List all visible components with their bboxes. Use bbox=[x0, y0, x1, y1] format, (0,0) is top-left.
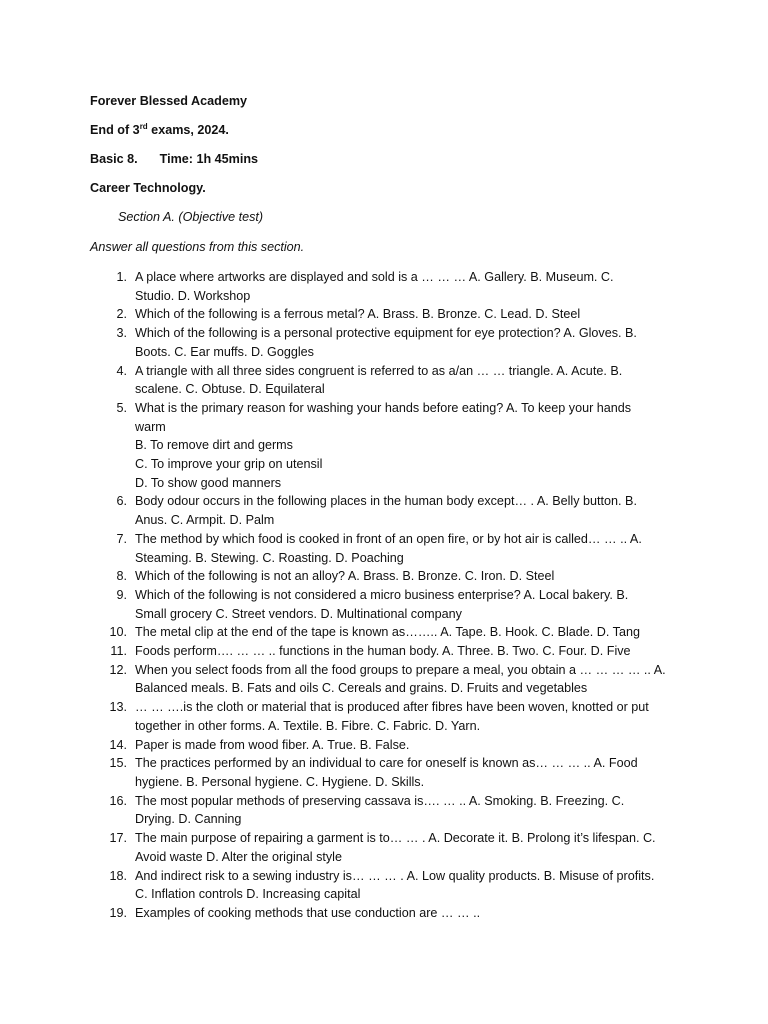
question-item bbox=[0, 736, 768, 755]
question-text-line: A triangle with all three sides congruent is referred to as a/an … … triangle. A. Acute. B. bbox=[135, 363, 623, 378]
question-text-line: Balanced meals. B. Fats and oils C. Cereals and grains. D. Fruits and vegetables bbox=[135, 681, 588, 696]
question-text-line: The method by which food is cooked in front of an open fire, or by hot air is called… … .. A. bbox=[135, 531, 642, 546]
question-number: 18. bbox=[109, 868, 127, 883]
question-text-line: A place where artworks are displayed and sold is a … … … A. Gallery. B. Museum. C. bbox=[135, 270, 614, 284]
question-item bbox=[0, 698, 768, 735]
question-text-line: The practices performed by an individual to care for oneself is known as… … … .. A. Food bbox=[135, 756, 638, 771]
question-text-line: Drying. D. Canning bbox=[135, 812, 242, 827]
question-item bbox=[0, 586, 768, 623]
question-item bbox=[0, 567, 768, 586]
question-item bbox=[0, 792, 768, 829]
question-number: 9. bbox=[116, 587, 127, 602]
subject-title: Career Technology. bbox=[90, 181, 206, 195]
school-name: Forever Blessed Academy bbox=[90, 94, 248, 108]
question-text-line: B. To remove dirt and germs bbox=[135, 438, 293, 453]
question-number: 5. bbox=[116, 400, 127, 415]
question-text-line: Studio. D. Workshop bbox=[135, 288, 251, 303]
question-list bbox=[0, 268, 768, 923]
section-title: Section A. (Objective test) bbox=[118, 210, 264, 224]
question-number: 4. bbox=[116, 363, 127, 378]
question-item bbox=[0, 324, 768, 361]
exam-title-prefix: End of 3 bbox=[90, 123, 140, 137]
question-text-line: Foods perform…. … … .. functions in the human body. A. Three. B. Two. C. Four. D. Five bbox=[135, 644, 631, 659]
section-instruction: Answer all questions from this section. bbox=[90, 240, 305, 254]
class-label: Basic 8. bbox=[90, 152, 138, 166]
exam-title-sup: rd bbox=[139, 121, 148, 131]
question-text-line: The most popular methods of preserving cassava is…. … .. A. Smoking. B. Freezing. C. bbox=[135, 793, 625, 808]
question-text-line: When you select foods from all the food groups to prepare a meal, you obtain a … … … … .. A. bbox=[135, 662, 666, 677]
question-text-line: D. To show good manners bbox=[135, 475, 282, 490]
question-text-line: … … ….is the cloth or material that is produced after fibres have been woven, knotted or put bbox=[135, 700, 649, 715]
question-item bbox=[0, 399, 768, 493]
question-item bbox=[0, 642, 768, 661]
question-number: 13. bbox=[109, 700, 127, 715]
question-text-line: Examples of cooking methods that use conduction are … … .. bbox=[135, 905, 481, 920]
question-text-line: scalene. C. Obtuse. D. Equilateral bbox=[135, 382, 325, 397]
question-number: 1. bbox=[116, 270, 127, 284]
question-text-line: C. Inflation controls D. Increasing capital bbox=[135, 887, 361, 902]
question-text-line: Paper is made from wood fiber. A. True. B. False. bbox=[135, 737, 410, 752]
exam-title-suffix: exams, 2024. bbox=[147, 123, 229, 137]
question-item bbox=[0, 904, 768, 923]
question-text-line: warm bbox=[135, 419, 166, 434]
question-text-line: Which of the following is a ferrous metal? A. Brass. B. Bronze. C. Lead. D. Steel bbox=[135, 307, 581, 322]
question-item bbox=[0, 268, 768, 305]
question-item bbox=[0, 530, 768, 567]
question-text-line: Which of the following is not an alloy? A. Brass. B. Bronze. C. Iron. D. Steel bbox=[135, 569, 555, 584]
question-text-line: Which of the following is not considered a micro business enterprise? A. Local bakery. B. bbox=[135, 587, 629, 602]
question-number: 16. bbox=[109, 793, 127, 808]
question-item bbox=[0, 492, 768, 529]
question-number: 14. bbox=[109, 737, 127, 752]
question-number: 19. bbox=[109, 905, 127, 920]
question-text-line: Which of the following is a personal protective equipment for eye protection? A. Gloves. B. bbox=[135, 326, 637, 341]
question-item bbox=[0, 362, 768, 399]
question-item bbox=[0, 623, 768, 642]
question-text-line: hygiene. B. Personal hygiene. C. Hygiene. D. Skills. bbox=[135, 774, 425, 789]
question-item bbox=[0, 661, 768, 698]
question-text-line: Steaming. B. Stewing. C. Roasting. D. Poaching bbox=[135, 550, 404, 565]
question-text-line: Boots. C. Ear muffs. D. Goggles bbox=[135, 344, 314, 359]
question-number: 12. bbox=[109, 662, 127, 677]
question-number: 7. bbox=[116, 531, 127, 546]
question-text-line: What is the primary reason for washing your hands before eating? A. To keep your hands bbox=[135, 400, 632, 415]
question-number: 11. bbox=[110, 644, 127, 659]
question-number: 8. bbox=[116, 569, 127, 584]
question-item bbox=[0, 305, 768, 324]
question-item bbox=[0, 829, 768, 866]
question-text-line: And indirect risk to a sewing industry is… … … . A. Low quality products. B. Misuse of profits. bbox=[135, 868, 655, 883]
exam-title bbox=[90, 123, 229, 137]
question-text-line: Small grocery C. Street vendors. D. Multinational company bbox=[135, 606, 462, 621]
question-text-line: Avoid waste D. Alter the original style bbox=[135, 849, 342, 864]
question-item bbox=[0, 867, 768, 904]
question-text-line: The main purpose of repairing a garment is to… … . A. Decorate it. B. Prolong it’s lifespan. C. bbox=[135, 831, 656, 846]
question-number: 15. bbox=[109, 756, 127, 771]
question-text-line: The metal clip at the end of the tape is known as…….. A. Tape. B. Hook. C. Blade. D. Tang bbox=[135, 625, 640, 640]
question-number: 17. bbox=[109, 831, 127, 846]
time-label: Time: 1h 45mins bbox=[159, 152, 259, 166]
question-number: 2. bbox=[116, 307, 127, 322]
question-number: 6. bbox=[116, 494, 127, 509]
question-text-line: C. To improve your grip on utensil bbox=[135, 457, 323, 472]
question-text-line: together in other forms. A. Textile. B. Fibre. C. Fabric. D. Yarn. bbox=[135, 718, 481, 733]
question-text-line: Body odour occurs in the following places in the human body except… . A. Belly button. B. bbox=[135, 494, 637, 509]
question-number: 10. bbox=[109, 625, 127, 640]
question-item bbox=[0, 754, 768, 791]
question-number: 3. bbox=[116, 326, 127, 341]
question-text-line: Anus. C. Armpit. D. Palm bbox=[135, 513, 275, 528]
class-time-line bbox=[90, 152, 258, 166]
